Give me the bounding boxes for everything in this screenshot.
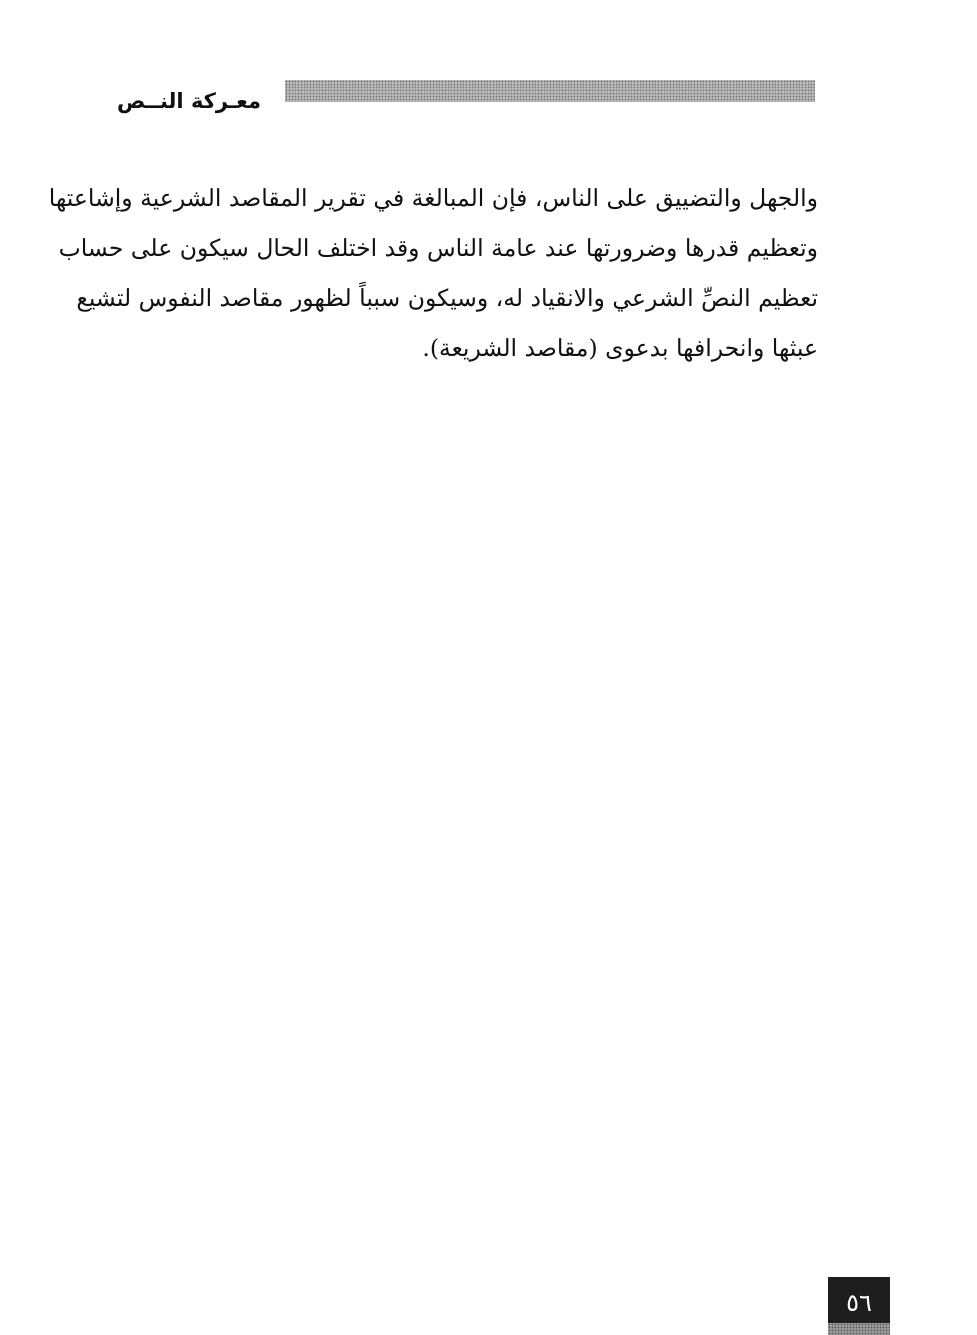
paragraph-line: والجهل والتضييق على الناس، فإن المبالغة في تقرير المقاصد الشرعية وإشاعتها: [48, 184, 818, 212]
paragraph-line: تعظيم النصِّ الشرعي والانقياد له، وسيكون سبباً لظهور مقاصد النفوس لتشيع: [76, 284, 818, 312]
body-paragraph: [48, 173, 818, 373]
page-number: ٥٦: [828, 1277, 890, 1335]
header-decorative-bar: [285, 80, 815, 102]
paragraph-line: عبثها وانحرافها بدعوى (مقاصد الشريعة).: [422, 334, 818, 362]
paragraph-line: وتعظيم قدرها وضرورتها عند عامة الناس وقد اختلف الحال سيكون على حساب: [58, 234, 818, 262]
running-header-title: معـركة النــص: [116, 89, 261, 113]
